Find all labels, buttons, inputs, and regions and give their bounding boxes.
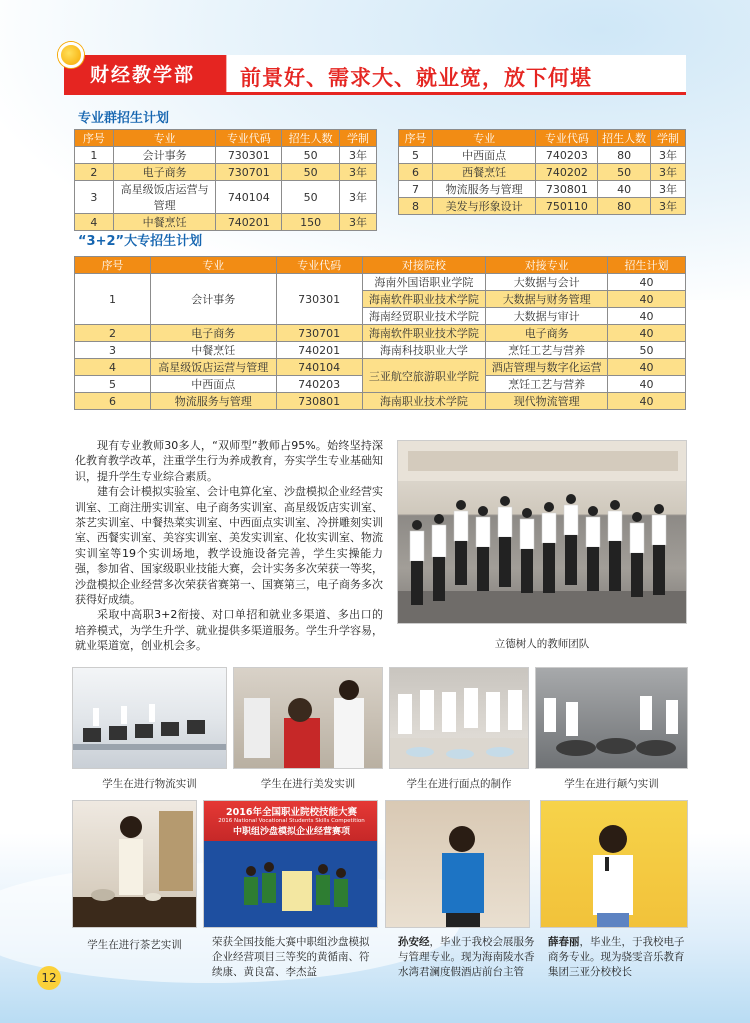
table-row	[75, 359, 686, 376]
cell: 6	[75, 393, 151, 410]
table-row	[399, 164, 686, 181]
column-header: 招生计划	[608, 257, 686, 274]
column-header: 专业代码	[536, 130, 598, 147]
cell: 中餐烹饪	[150, 342, 276, 359]
cell: 730701	[216, 164, 282, 181]
banner-subtitle: 2016 National Vocational Students Skills Competition	[218, 818, 365, 824]
cell: 电子商务	[113, 164, 216, 181]
caption-wok: 学生在进行颠勺实训	[564, 778, 659, 790]
cell: 40	[608, 393, 686, 410]
cell: 50	[598, 164, 651, 181]
cell: 50	[282, 164, 340, 181]
cell: 730301	[276, 274, 362, 325]
cell: 3	[75, 181, 114, 214]
cell: 40	[608, 359, 686, 376]
cell: 150	[282, 214, 340, 231]
caption-teacher-team: 立德树人的教师团队	[494, 638, 590, 650]
cell: 7	[399, 181, 433, 198]
cell: 电子商务	[486, 325, 608, 342]
cell: 2	[75, 164, 114, 181]
pastry-training-photo	[389, 667, 529, 769]
teacher-team-illustration	[398, 441, 687, 624]
cell: 大数据与审计	[486, 308, 608, 325]
cell: 6	[399, 164, 433, 181]
cell: 40	[608, 274, 686, 291]
cell: 80	[598, 198, 651, 215]
enrollment-table-right	[398, 129, 686, 215]
cell: 海南外国语职业学院	[362, 274, 486, 291]
cell: 3年	[651, 198, 686, 215]
cell: 三亚航空旅游职业学院	[362, 359, 486, 393]
column-header: 专业	[432, 130, 535, 147]
body-text	[75, 438, 383, 654]
cell: 740201	[276, 342, 362, 359]
cell: 高星级饭店运营与管理	[113, 181, 216, 214]
caption-award: 荣获全国技能大赛中职组沙盘模拟企业经营项目三等奖的黄循南、符续康、黄良富、李杰益	[212, 936, 370, 978]
cell: 现代物流管理	[486, 393, 608, 410]
cell: 740203	[276, 376, 362, 393]
cell: 中西面点	[432, 147, 535, 164]
column-header: 专业代码	[216, 130, 282, 147]
cell: 中餐烹饪	[113, 214, 216, 231]
paragraph: 建有会计模拟实验室、会计电算化室、沙盘模拟企业经营实训室、工商注册实训室、电子商务实训室、高星级饭店实训室、茶艺实训室、中餐热菜实训室、中西面点实训室、冷拼雕刻实训室、西餐实训室、美容实训室、美发实训室、化妆实训室、物流实训室等19个实训场地，教学设施设备完善，学生实操能力强，参加省、国家级职业技能大赛，会计实务多次荣获一等奖，沙盘模拟企业经营多次荣获省赛第一、国赛第三，电子商务多次获得好成绩。	[75, 485, 383, 607]
computer-lab-illustration	[73, 668, 227, 769]
cell: 烹饪工艺与营养	[486, 342, 608, 359]
table-row	[399, 181, 686, 198]
caption-graduate-sun	[398, 935, 536, 980]
graduate-sun-illustration	[386, 801, 530, 928]
cell: 40	[608, 291, 686, 308]
cell: 美发与形象设计	[432, 198, 535, 215]
award-group-illustration	[204, 801, 378, 928]
cell: 中西面点	[150, 376, 276, 393]
cell: 740202	[536, 164, 598, 181]
cell: 740201	[216, 214, 282, 231]
cell: 80	[598, 147, 651, 164]
graduate-xue-name: 薛春丽	[548, 936, 580, 948]
cell: 物流服务与管理	[432, 181, 535, 198]
cell: 海南科技职业大学	[362, 342, 486, 359]
cell: 海南软件职业技术学院	[362, 291, 486, 308]
table-row	[399, 147, 686, 164]
tea-art-photo	[72, 800, 197, 928]
table-header-row	[75, 130, 377, 147]
cell: 会计事务	[150, 274, 276, 325]
section-title-enrollment: 专业群招生计划	[78, 111, 170, 126]
column-header: 序号	[399, 130, 433, 147]
cell: 730801	[276, 393, 362, 410]
cell: 740104	[276, 359, 362, 376]
cell: 4	[75, 214, 114, 231]
cell: 海南经贸职业技术学院	[362, 308, 486, 325]
column-header: 对接专业	[486, 257, 608, 274]
cell: 会计事务	[113, 147, 216, 164]
graduate-sun-name: 孙安经	[398, 936, 430, 948]
cell: 3年	[340, 181, 377, 214]
tea-art-illustration	[73, 801, 197, 928]
table-row	[75, 325, 686, 342]
cell: 50	[282, 147, 340, 164]
caption-graduate-xue	[548, 935, 693, 980]
department-title: 财经教学部	[90, 64, 196, 86]
table-row	[399, 198, 686, 215]
graduate-sun-photo	[385, 800, 530, 928]
column-header: 招生人数	[598, 130, 651, 147]
award-photo	[203, 800, 378, 928]
column-header: 学制	[340, 130, 377, 147]
column-header: 专业代码	[276, 257, 362, 274]
cell: 750110	[536, 198, 598, 215]
wok-kitchen-illustration	[536, 668, 688, 769]
cell: 730301	[216, 147, 282, 164]
cell: 3年	[340, 164, 377, 181]
cell: 4	[75, 359, 151, 376]
enrollment-table-left	[74, 129, 377, 231]
header-circle-icon	[58, 42, 84, 68]
cell: 高星级饭店运营与管理	[150, 359, 276, 376]
caption-logistics: 学生在进行物流实训	[102, 778, 197, 790]
hair-training-photo	[233, 667, 383, 769]
cell: 物流服务与管理	[150, 393, 276, 410]
section-title-3plus2: “3+2”大专招生计划	[78, 234, 203, 249]
cell: 40	[608, 325, 686, 342]
table-row	[75, 342, 686, 359]
cell: 40	[608, 308, 686, 325]
table-row	[75, 147, 377, 164]
column-header: 专业	[113, 130, 216, 147]
graduate-xue-illustration	[541, 801, 688, 928]
table-row	[75, 393, 686, 410]
cell: 海南职业技术学院	[362, 393, 486, 410]
cell: 1	[75, 147, 114, 164]
table-header-row	[75, 257, 686, 274]
hair-salon-illustration	[234, 668, 383, 769]
cell: 3	[75, 342, 151, 359]
cell: 730701	[276, 325, 362, 342]
cell: 40	[598, 181, 651, 198]
cell: 5	[399, 147, 433, 164]
cell: 50	[282, 181, 340, 214]
cell: 酒店管理与数字化运营	[486, 359, 608, 376]
column-header: 学制	[651, 130, 686, 147]
table-header-row	[399, 130, 686, 147]
caption-hair: 学生在进行美发实训	[260, 778, 356, 790]
cell: 740203	[536, 147, 598, 164]
caption-tea: 学生在进行茶艺实训	[87, 939, 182, 951]
cell: 50	[608, 342, 686, 359]
cell: 1	[75, 274, 151, 325]
college-plan-table	[74, 256, 686, 410]
table-row	[75, 164, 377, 181]
cell: 3年	[651, 181, 686, 198]
cell: 3年	[340, 147, 377, 164]
cell: 3年	[651, 164, 686, 181]
department-slogan: 前景好、需求大、就业宽，放下何堪	[240, 66, 592, 90]
graduate-xue-text: ，毕业生，于我校电子商务专业。现为骁雯音乐教育集团三亚分校校长	[548, 936, 685, 978]
paragraph: 现有专业教师30多人，“双师型”教师占95%。始终坚持深化教育教学改革，注重学生行为养成教育，夯实学生专业基础知识，提升学生专业综合素质。	[75, 439, 383, 483]
table-row	[75, 181, 377, 214]
cell: 740104	[216, 181, 282, 214]
banner-title: 2016年全国职业院校技能大赛	[226, 807, 357, 818]
paragraph: 采取中高职3+2衔接、对口单招和就业多渠道、多出口的培养模式，为学生升学、就业提供多渠道服务。学生升学容易，就业渠道宽，创业机会多。	[75, 608, 383, 653]
column-header: 对接院校	[362, 257, 486, 274]
pastry-kitchen-illustration	[390, 668, 529, 769]
banner-event: 中职组沙盘模拟企业经营赛项	[232, 827, 350, 837]
cell: 电子商务	[150, 325, 276, 342]
column-header: 专业	[150, 257, 276, 274]
cell: 3年	[651, 147, 686, 164]
table-row	[75, 274, 686, 291]
cell: 8	[399, 198, 433, 215]
cell: 40	[608, 376, 686, 393]
wok-training-photo	[535, 667, 688, 769]
column-header: 序号	[75, 257, 151, 274]
cell: 5	[75, 376, 151, 393]
column-header: 招生人数	[282, 130, 340, 147]
column-header: 序号	[75, 130, 114, 147]
cell: 730801	[536, 181, 598, 198]
cell: 大数据与财务管理	[486, 291, 608, 308]
cell: 西餐烹饪	[432, 164, 535, 181]
teacher-team-photo	[397, 440, 687, 624]
cell: 烹饪工艺与营养	[486, 376, 608, 393]
graduate-xue-photo	[540, 800, 688, 928]
page-number: 12	[37, 966, 61, 990]
cell: 2	[75, 325, 151, 342]
caption-pastry: 学生在进行面点的制作	[406, 778, 512, 790]
cell: 3年	[340, 214, 377, 231]
cell: 大数据与会计	[486, 274, 608, 291]
cell: 海南软件职业技术学院	[362, 325, 486, 342]
logistics-training-photo	[72, 667, 227, 769]
graduate-sun-text: ，毕业于我校会展服务与管理专业。现为海南陵水香水湾君澜度假酒店前台主管	[398, 936, 535, 978]
table-row	[75, 214, 377, 231]
